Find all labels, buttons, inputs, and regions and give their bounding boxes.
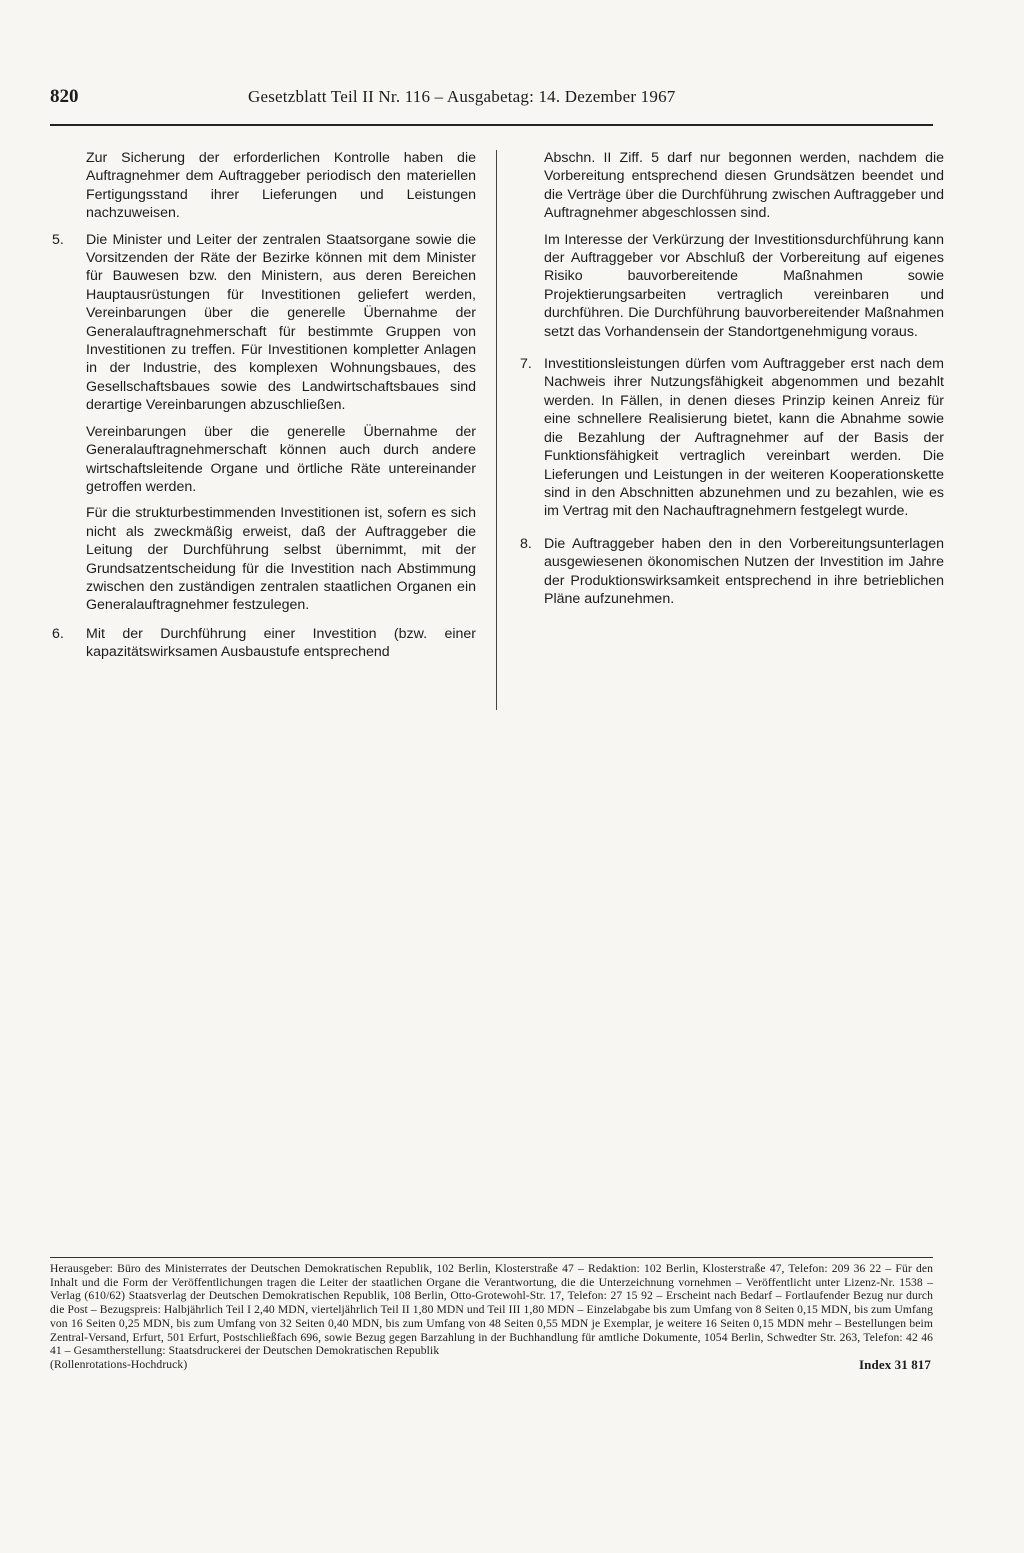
intro-paragraph: Zur Sicherung der erforderlichen Kontrolle haben die Auftragnehmer dem Auftraggeber periodisch den materiellen Fertigungsstand ihrer Lieferungen und Leistungen nachzuweisen. [86,150,476,222]
column-divider [496,150,497,710]
item-number: 6. [52,625,64,642]
item-number: 7. [520,356,532,373]
item-6-continued [520,149,944,341]
item-text: Die Minister und Leiter der zentralen Staatsorgane sowie die Vorsitzenden der Räte der Bezirke können mit dem Minister für Bauwesen bzw. den Ministern, aus deren Bereichen Hauptausrüstungen für Investitionen geliefert werden, Vereinbarungen über die generelle Übernahme der Generalauftragnehmerschaft für bestimmte Gruppen von Investitionen zu treffen. Für Investitionen kompletter Anlagen in der Industrie, des komplexen Wohnungsbaues, des Gesellschaftsbaues sowie des Landwirtschaftsbaues sind derartige Vereinbarungen abzuschließen. [86,231,476,414]
item-7 [520,355,944,521]
left-column [52,149,476,672]
footer-rule [50,1257,933,1258]
item-5 [52,231,476,615]
item-8 [520,535,944,609]
page-number: 820 [50,86,79,107]
item-6-sub-paragraph: Im Interesse der Verkürzung der Investitionsdurchführung kann der Auftraggeber vor Abschluß der Vorbereitung auf eigenes Risiko bauvorbereitende Maßnahmen sowie Projektierungsarbeiten vertraglich vereinbaren und durchführen. Die Durchführung bauvorbereitender Maßnahmen setzt das Vorhandensein der Standortgenehmigung voraus. [544,231,944,340]
imprint-text: Herausgeber: Büro des Ministerrates der Deutschen Demokratischen Republik, 102 Berlin, Klosterstraße 47 – Redaktion: 102 Berlin, Klosterstraße 47, Telefon: 209 36 22 – Für den Inhalt und die Form der Veröffentlichungen tragen die Leiter der staatlichen Organe die Verantwortung, die die Unterzeichnung vornehmen – Veröffentlicht unter Lizenz-Nr. 1538 – Verlag (610/62) Staatsverlag der Deutschen Demokratischen Republik, 108 Berlin, Otto-Grotewohl-Str. 17, Telefon: 27 15 92 – Erscheint nach Bedarf – Fortlaufender Bezug nur durch die Post – Bezugspreis: Halbjährlich Teil I 2,40 MDN, vierteljährlich Teil II 1,80 MDN und Teil III 1,80 MDN – Einzelabgabe bis zum Umfang von 8 Seiten 0,15 MDN, bis zum Umfang von 16 Seiten 0,25 MDN, bis zum Umfang von 32 Seiten 0,40 MDN, bis zum Umfang von 48 Seiten 0,55 MDN je Exemplar, je weitere 16 Seiten 0,15 MDN mehr – Bestellungen beim Zentral-Versand, Erfurt, 501 Erfurt, Postschließfach 696, sowie Bezug gegen Barzahlung in der Buchhandlung für amtliche Dokumente, 1054 Berlin, Schwedter Str. 263, Telefon: 42 46 41 – Gesamtherstellung: Staatsdruckerei der Deutschen Demokratischen Republik [50,1262,933,1358]
item-text: Mit der Durchführung einer Investition (bzw. einer kapazitätswirksamen Ausbaustufe entsprechend [86,625,476,661]
item-6 [52,625,476,662]
item-5-sub-paragraph-2: Für die strukturbestimmenden Investitionen ist, sofern es sich nicht als zweckmäßig erweist, daß der Auftraggeber die Leitung der Durchführung selbst übernimmt, mit der Grundsatzentscheidung für die Investition nach Abstimmung zwischen den zuständigen zentralen staatlichen Organen ein Generalauftragnehmer festzulegen. [86,505,476,614]
header-rule [50,124,933,126]
item-text: Die Auftraggeber haben den in den Vorbereitungsunterlagen ausgewiesenen ökonomischen Nutzen der Investition im Jahre der Produktionswirksamkeit entsprechend in ihre betrieblichen Pläne aufzunehmen. [544,535,944,607]
item-text: Abschn. II Ziff. 5 darf nur begonnen werden, nachdem die Vorbereitung entsprechend diesen Grundsätzen beendet und die Verträge über die Durchführung zwischen Auftraggeber und Auftragnehmer abgeschlossen sind. [544,150,944,222]
imprint-last-line [50,1358,933,1372]
page-header [50,86,933,116]
right-column [520,149,944,618]
header-title: Gesetzblatt Teil II Nr. 116 – Ausgabetag: 14. Dezember 1967 [248,87,676,106]
item-number: 8. [520,535,532,552]
item-5-sub-paragraph-1: Vereinbarungen über die generelle Übernahme der Generalauftragnehmerschaft können auch durch andere wirtschaftsleitende Organe und örtliche Räte untereinander getroffen werden. [86,423,476,495]
imprint [50,1262,933,1372]
printing-method: (Rollenrotations-Hochdruck) [50,1357,188,1371]
item-number: 5. [52,231,64,248]
item-text: Investitionsleistungen dürfen vom Auftraggeber erst nach dem Nachweis ihrer Nutzungsfähigkeit abgenommen und bezahlt werden. In Fällen, in denen dieses Prinzip keinen Anreiz für eine schnellere Realisierung bietet, kann die Abnahme sowie die Bezahlung der Auftragnehmer auf der Basis der Funktionsfähigkeit vertraglich vereinbart werden. Die Lieferungen und Leistungen in der weiteren Kooperationskette sind in den Abschnitten abzunehmen und zu bezahlen, wie es im Vertrag mit den Nachauftragnehmern festgelegt wurde. [544,356,944,520]
index-number: Index 31 817 [859,1356,931,1372]
